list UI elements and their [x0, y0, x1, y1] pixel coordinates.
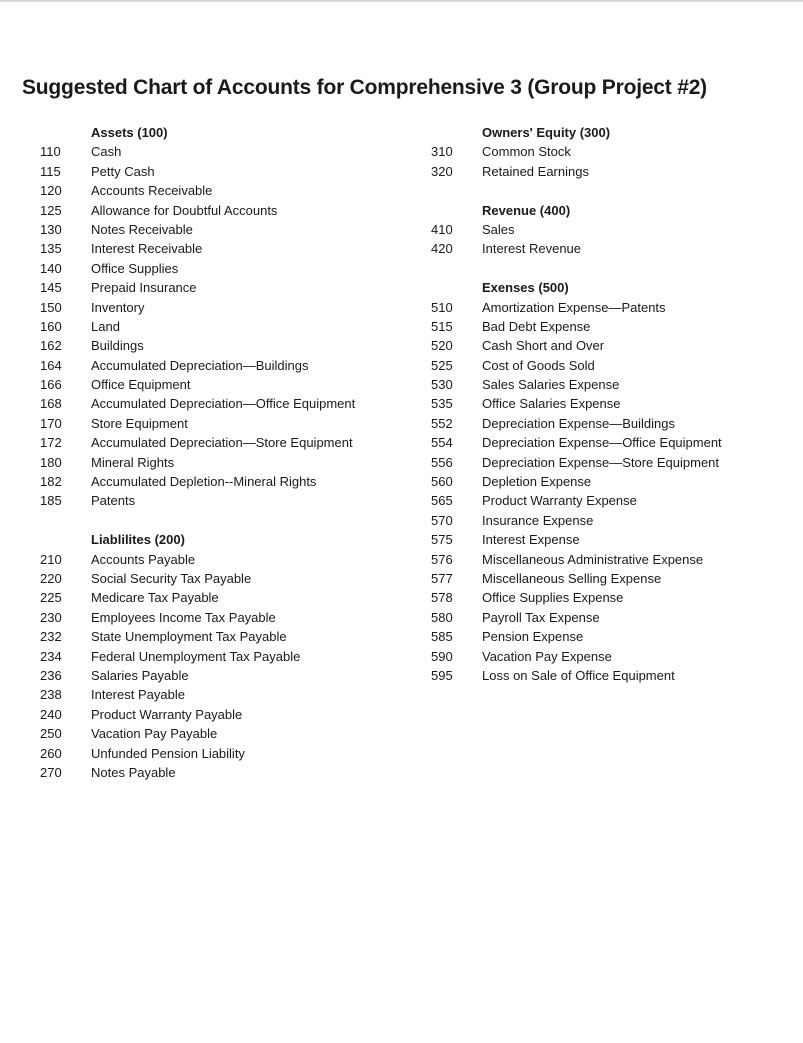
- account-row: [431, 666, 791, 685]
- account-row: [40, 647, 420, 666]
- account-row: [431, 588, 791, 607]
- account-name: Office Supplies: [91, 260, 179, 276]
- account-number: 166: [40, 377, 62, 393]
- left-column: [40, 123, 420, 782]
- account-row: [40, 356, 420, 375]
- account-number: 160: [40, 318, 62, 334]
- account-name: Office Supplies Expense: [482, 590, 624, 606]
- account-number: 510: [431, 299, 453, 315]
- account-name: Depreciation Expense—Office Equipment: [482, 435, 722, 451]
- account-name: Amortization Expense—Patents: [482, 299, 666, 315]
- account-row: [40, 375, 420, 394]
- page-title: Suggested Chart of Accounts for Comprehensive 3 (Group Project #2): [22, 76, 707, 99]
- account-number: 225: [40, 590, 62, 606]
- account-row: [431, 511, 791, 530]
- account-row: [431, 608, 791, 627]
- account-row: [40, 142, 420, 161]
- account-row: [40, 239, 420, 258]
- account-number: 577: [431, 570, 453, 586]
- account-row: [40, 162, 420, 181]
- account-row: [40, 705, 420, 724]
- account-name: Cash: [91, 144, 122, 160]
- account-name: Salaries Payable: [91, 667, 189, 683]
- account-name: Notes Payable: [91, 764, 176, 780]
- account-name: Accumulated Depletion--Mineral Rights: [91, 474, 317, 490]
- top-border: [0, 0, 803, 2]
- account-name: Allowance for Doubtful Accounts: [91, 202, 278, 218]
- account-name: Mineral Rights: [91, 454, 175, 470]
- account-number: 556: [431, 454, 453, 470]
- account-number: 172: [40, 435, 62, 451]
- account-name: Store Equipment: [91, 415, 188, 431]
- account-number: 232: [40, 629, 62, 645]
- account-row: [431, 375, 791, 394]
- account-name: Accumulated Depreciation—Buildings: [91, 357, 309, 373]
- account-name: Bad Debt Expense: [482, 318, 591, 334]
- account-row: [431, 414, 791, 433]
- account-row: [40, 685, 420, 704]
- account-row: [431, 647, 791, 666]
- account-row: [431, 453, 791, 472]
- account-name: Common Stock: [482, 144, 571, 160]
- account-row: [40, 569, 420, 588]
- account-name: Unfunded Pension Liability: [91, 745, 245, 761]
- account-row: [431, 239, 791, 258]
- account-number: 115: [40, 163, 61, 179]
- account-name: Vacation Pay Expense: [482, 648, 612, 664]
- account-number: 320: [431, 163, 453, 179]
- account-number: 236: [40, 667, 62, 683]
- account-row: [40, 259, 420, 278]
- account-row: [431, 142, 791, 161]
- account-number: 515: [431, 318, 453, 334]
- account-name: Interest Revenue: [482, 241, 582, 257]
- account-row: [431, 394, 791, 413]
- account-number: 578: [431, 590, 453, 606]
- account-row: [431, 472, 791, 491]
- account-number: 164: [40, 357, 62, 373]
- account-name: Miscellaneous Selling Expense: [482, 570, 662, 586]
- account-name: Depreciation Expense—Buildings: [482, 415, 675, 431]
- account-row: [40, 724, 420, 743]
- account-number: 525: [431, 357, 453, 373]
- account-name: Federal Unemployment Tax Payable: [91, 648, 301, 664]
- account-number: 530: [431, 377, 453, 393]
- account-row: [431, 220, 791, 239]
- account-name: Sales Salaries Expense: [482, 377, 620, 393]
- account-name: Accumulated Depreciation—Office Equipment: [91, 396, 356, 412]
- account-name: Interest Receivable: [91, 241, 203, 257]
- account-number: 580: [431, 609, 453, 625]
- account-name: Depreciation Expense—Store Equipment: [482, 454, 720, 470]
- account-name: Payroll Tax Expense: [482, 609, 600, 625]
- account-number: 125: [40, 202, 62, 218]
- account-row: [431, 627, 791, 646]
- account-row: [40, 336, 420, 355]
- account-name: Cost of Goods Sold: [482, 357, 595, 373]
- account-name: Petty Cash: [91, 163, 155, 179]
- account-number: 135: [40, 241, 62, 257]
- account-number: 162: [40, 338, 62, 354]
- account-row: [40, 181, 420, 200]
- account-name: Miscellaneous Administrative Expense: [482, 551, 704, 567]
- account-number: 585: [431, 629, 453, 645]
- account-row: [431, 530, 791, 549]
- account-number: 150: [40, 299, 62, 315]
- account-name: Land: [91, 318, 120, 334]
- right-column: [431, 123, 791, 685]
- account-name: Product Warranty Expense: [482, 493, 637, 509]
- section-spacer: [431, 181, 791, 200]
- account-number: 140: [40, 260, 62, 276]
- account-row: [431, 491, 791, 510]
- account-number: 220: [40, 570, 62, 586]
- account-row: [40, 627, 420, 646]
- account-number: 270: [40, 764, 62, 780]
- section-heading-exenses-500: Exenses (500): [482, 280, 569, 296]
- account-name: Vacation Pay Payable: [91, 726, 218, 742]
- account-number: 240: [40, 706, 62, 722]
- account-number: 554: [431, 435, 453, 451]
- account-name: Product Warranty Payable: [91, 706, 243, 722]
- account-row: [431, 433, 791, 452]
- account-row: [431, 298, 791, 317]
- account-name: Social Security Tax Payable: [91, 570, 252, 586]
- account-number: 595: [431, 667, 453, 683]
- account-row: [40, 394, 420, 413]
- account-row: [40, 744, 420, 763]
- account-name: Accounts Payable: [91, 551, 196, 567]
- account-row: [40, 491, 420, 510]
- account-number: 168: [40, 396, 62, 412]
- account-row: [40, 666, 420, 685]
- account-name: Inventory: [91, 299, 145, 315]
- account-row: [431, 356, 791, 375]
- account-name: Cash Short and Over: [482, 338, 605, 354]
- account-number: 535: [431, 396, 453, 412]
- account-number: 565: [431, 493, 453, 509]
- account-name: Pension Expense: [482, 629, 584, 645]
- section-heading-owners-equity-300: Owners' Equity (300): [482, 125, 611, 140]
- account-number: 260: [40, 745, 62, 761]
- section-spacer: [40, 511, 420, 530]
- account-number: 238: [40, 687, 62, 703]
- account-row: [431, 336, 791, 355]
- account-number: 520: [431, 338, 453, 354]
- account-number: 575: [431, 532, 453, 548]
- account-number: 180: [40, 454, 62, 470]
- account-row: [40, 201, 420, 220]
- account-row: [40, 472, 420, 491]
- account-name: Office Equipment: [91, 377, 191, 393]
- account-number: 552: [431, 415, 453, 431]
- account-name: Retained Earnings: [482, 163, 589, 179]
- account-name: Buildings: [91, 338, 144, 354]
- account-row: [431, 162, 791, 181]
- account-name: Interest Payable: [91, 687, 185, 703]
- account-row: [40, 453, 420, 472]
- account-number: 120: [40, 183, 62, 199]
- account-row: [431, 569, 791, 588]
- account-number: 410: [431, 221, 453, 237]
- account-number: 145: [40, 280, 62, 296]
- account-row: [40, 550, 420, 569]
- account-number: 310: [431, 144, 453, 160]
- account-name: Patents: [91, 493, 136, 509]
- section-heading-assets-100: Assets (100): [91, 125, 168, 140]
- account-number: 170: [40, 415, 62, 431]
- account-name: Interest Expense: [482, 532, 580, 548]
- account-name: Notes Receivable: [91, 221, 193, 237]
- account-number: 576: [431, 551, 453, 567]
- account-name: Employees Income Tax Payable: [91, 609, 276, 625]
- account-number: 250: [40, 726, 62, 742]
- account-row: [40, 763, 420, 782]
- account-name: Office Salaries Expense: [482, 396, 621, 412]
- account-number: 185: [40, 493, 62, 509]
- account-name: Insurance Expense: [482, 512, 594, 528]
- account-name: Sales: [482, 221, 515, 237]
- account-row: [431, 550, 791, 569]
- account-row: [40, 414, 420, 433]
- account-number: 182: [40, 474, 62, 490]
- account-row: [40, 588, 420, 607]
- account-number: 590: [431, 648, 453, 664]
- account-name: State Unemployment Tax Payable: [91, 629, 287, 645]
- account-name: Accounts Receivable: [91, 183, 213, 199]
- account-row: [40, 433, 420, 452]
- section-heading-revenue-400: Revenue (400): [482, 202, 571, 218]
- account-number: 420: [431, 241, 453, 257]
- account-row: [40, 317, 420, 336]
- section-spacer: [431, 259, 791, 278]
- account-number: 234: [40, 648, 62, 664]
- account-row: [40, 278, 420, 297]
- account-name: Medicare Tax Payable: [91, 590, 219, 606]
- account-number: 210: [40, 551, 62, 567]
- account-name: Loss on Sale of Office Equipment: [482, 667, 675, 683]
- account-row: [40, 298, 420, 317]
- account-number: 110: [40, 144, 61, 160]
- account-row: [40, 608, 420, 627]
- account-number: 230: [40, 609, 62, 625]
- account-row: [431, 317, 791, 336]
- account-number: 130: [40, 221, 62, 237]
- account-name: Prepaid Insurance: [91, 280, 197, 296]
- account-number: 560: [431, 474, 453, 490]
- section-heading-liablilites-200: Liablilites (200): [91, 532, 185, 548]
- account-name: Depletion Expense: [482, 474, 592, 490]
- account-row: [40, 220, 420, 239]
- account-number: 570: [431, 512, 453, 528]
- account-name: Accumulated Depreciation—Store Equipment: [91, 435, 353, 451]
